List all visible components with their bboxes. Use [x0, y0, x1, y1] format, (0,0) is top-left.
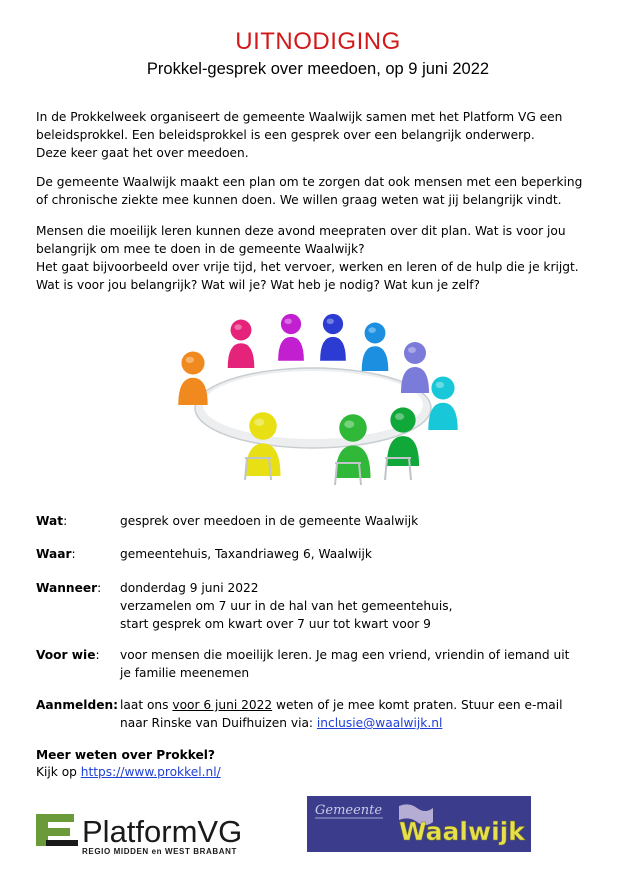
page-title: UITNODIGING [235, 28, 401, 55]
email-link[interactable]: inclusie@waalwijk.nl [316, 716, 443, 730]
meeting-illustration [153, 308, 474, 493]
text-line: beleidsprokkel. Een beleidsprokkel is een gesprek over een belangrijk onderwerp. [36, 128, 535, 142]
value-voor-wie [120, 646, 569, 682]
text-line: of chronische ziekte mee kunnen doen. We willen graag weten wat jij belangrijk vindt. [36, 193, 562, 207]
text-line: Deze keer gaat het over meedoen. [36, 146, 249, 160]
logo-platform-text: PlatformVG [82, 814, 243, 849]
intro-paragraph-2 [36, 173, 606, 209]
logo-platform-subtext: REGIO MIDDEN en WEST BRABANT [82, 847, 238, 856]
more-info-line [36, 765, 221, 779]
label-colon: : [95, 648, 100, 662]
label-text: Wanneer [36, 581, 98, 595]
intro-paragraph-3 [36, 222, 606, 294]
aanmelden-line2: naar Rinske van Duifhuizen via: [120, 716, 317, 730]
person-figure [178, 351, 207, 405]
text-line: Wat is voor jou belangrijk? Wat wil je? Wat heb je nodig? Wat kun je zelf? [36, 278, 480, 292]
value-waar [120, 545, 372, 563]
prokkel-link[interactable]: https://www.prokkel.nl/ [80, 765, 221, 779]
label-wat [36, 514, 67, 528]
label-colon: : [71, 547, 76, 561]
label-voor-wie [36, 648, 100, 662]
more-info-title: Meer weten over Prokkel? [36, 748, 215, 762]
value-line [120, 696, 563, 714]
label-wanneer [36, 581, 101, 595]
aanmelden-post: weten of je mee komt praten. Stuur een e-mail [272, 698, 563, 712]
label-text: Waar [36, 547, 72, 561]
value-text: gesprek over meedoen in de gemeente Waalwijk [120, 514, 419, 528]
value-text: gemeentehuis, Taxandriaweg 6, Waalwijk [120, 547, 372, 561]
person-figure [428, 376, 457, 430]
text-line: Het gaat bijvoorbeeld over vrije tijd, het vervoer, werken en leren of de hulp die je krijgt. [36, 260, 579, 274]
label-text: Voor wie [36, 648, 96, 662]
logo-waalwijk-text: Waalwijk [399, 817, 525, 846]
value-line: start gesprek om kwart over 7 uur tot kwart voor 9 [120, 617, 431, 631]
aanmelden-pre: laat ons [120, 698, 173, 712]
deadline-date: voor 6 juni 2022 [172, 698, 273, 712]
text-line: In de Prokkelweek organiseert de gemeente Waalwijk samen met het Platform VG een [36, 110, 563, 124]
value-line: voor mensen die moeilijk leren. Je mag een vriend, vriendin of iemand uit [120, 648, 570, 662]
label-colon: : [63, 514, 68, 528]
person-figure [401, 342, 429, 393]
text-line: Mensen die moeilijk leren kunnen deze avond meepraten over dit plan. Wat is voor jou [36, 224, 566, 238]
page-subtitle: Prokkel-gesprek over meedoen, op 9 juni 2022 [146, 60, 490, 78]
svg-text:PlatformVG [82, 814, 242, 849]
value-wat [120, 512, 418, 530]
value-line [120, 714, 563, 732]
person-figure [320, 314, 346, 361]
value-line: donderdag 9 juni 2022 [120, 581, 259, 595]
value-line: verzamelen om 7 uur in de hal van het gemeentehuis, [120, 599, 453, 613]
label-text: Wat [36, 514, 64, 528]
value-aanmelden [120, 696, 563, 732]
person-figure [278, 314, 304, 361]
label-colon: : [97, 581, 102, 595]
text-line: belangrijk om mee te doen in de gemeente Waalwijk? [36, 242, 365, 256]
label-aanmelden: Aanmelden: [36, 698, 119, 712]
text-line: De gemeente Waalwijk maakt een plan om te zorgen dat ook mensen met een beperking [36, 175, 583, 189]
person-figure [362, 323, 389, 371]
logo-gemeente-text: Gemeente [315, 803, 383, 818]
value-line: je familie meenemen [120, 666, 250, 680]
gemeente-waalwijk-logo [307, 796, 531, 852]
platform-vg-logo [36, 812, 288, 856]
person-figure [228, 320, 255, 368]
label-waar [36, 547, 76, 561]
intro-paragraph-1 [36, 108, 606, 162]
value-wanneer [120, 579, 452, 633]
more-prefix: Kijk op [36, 765, 81, 779]
